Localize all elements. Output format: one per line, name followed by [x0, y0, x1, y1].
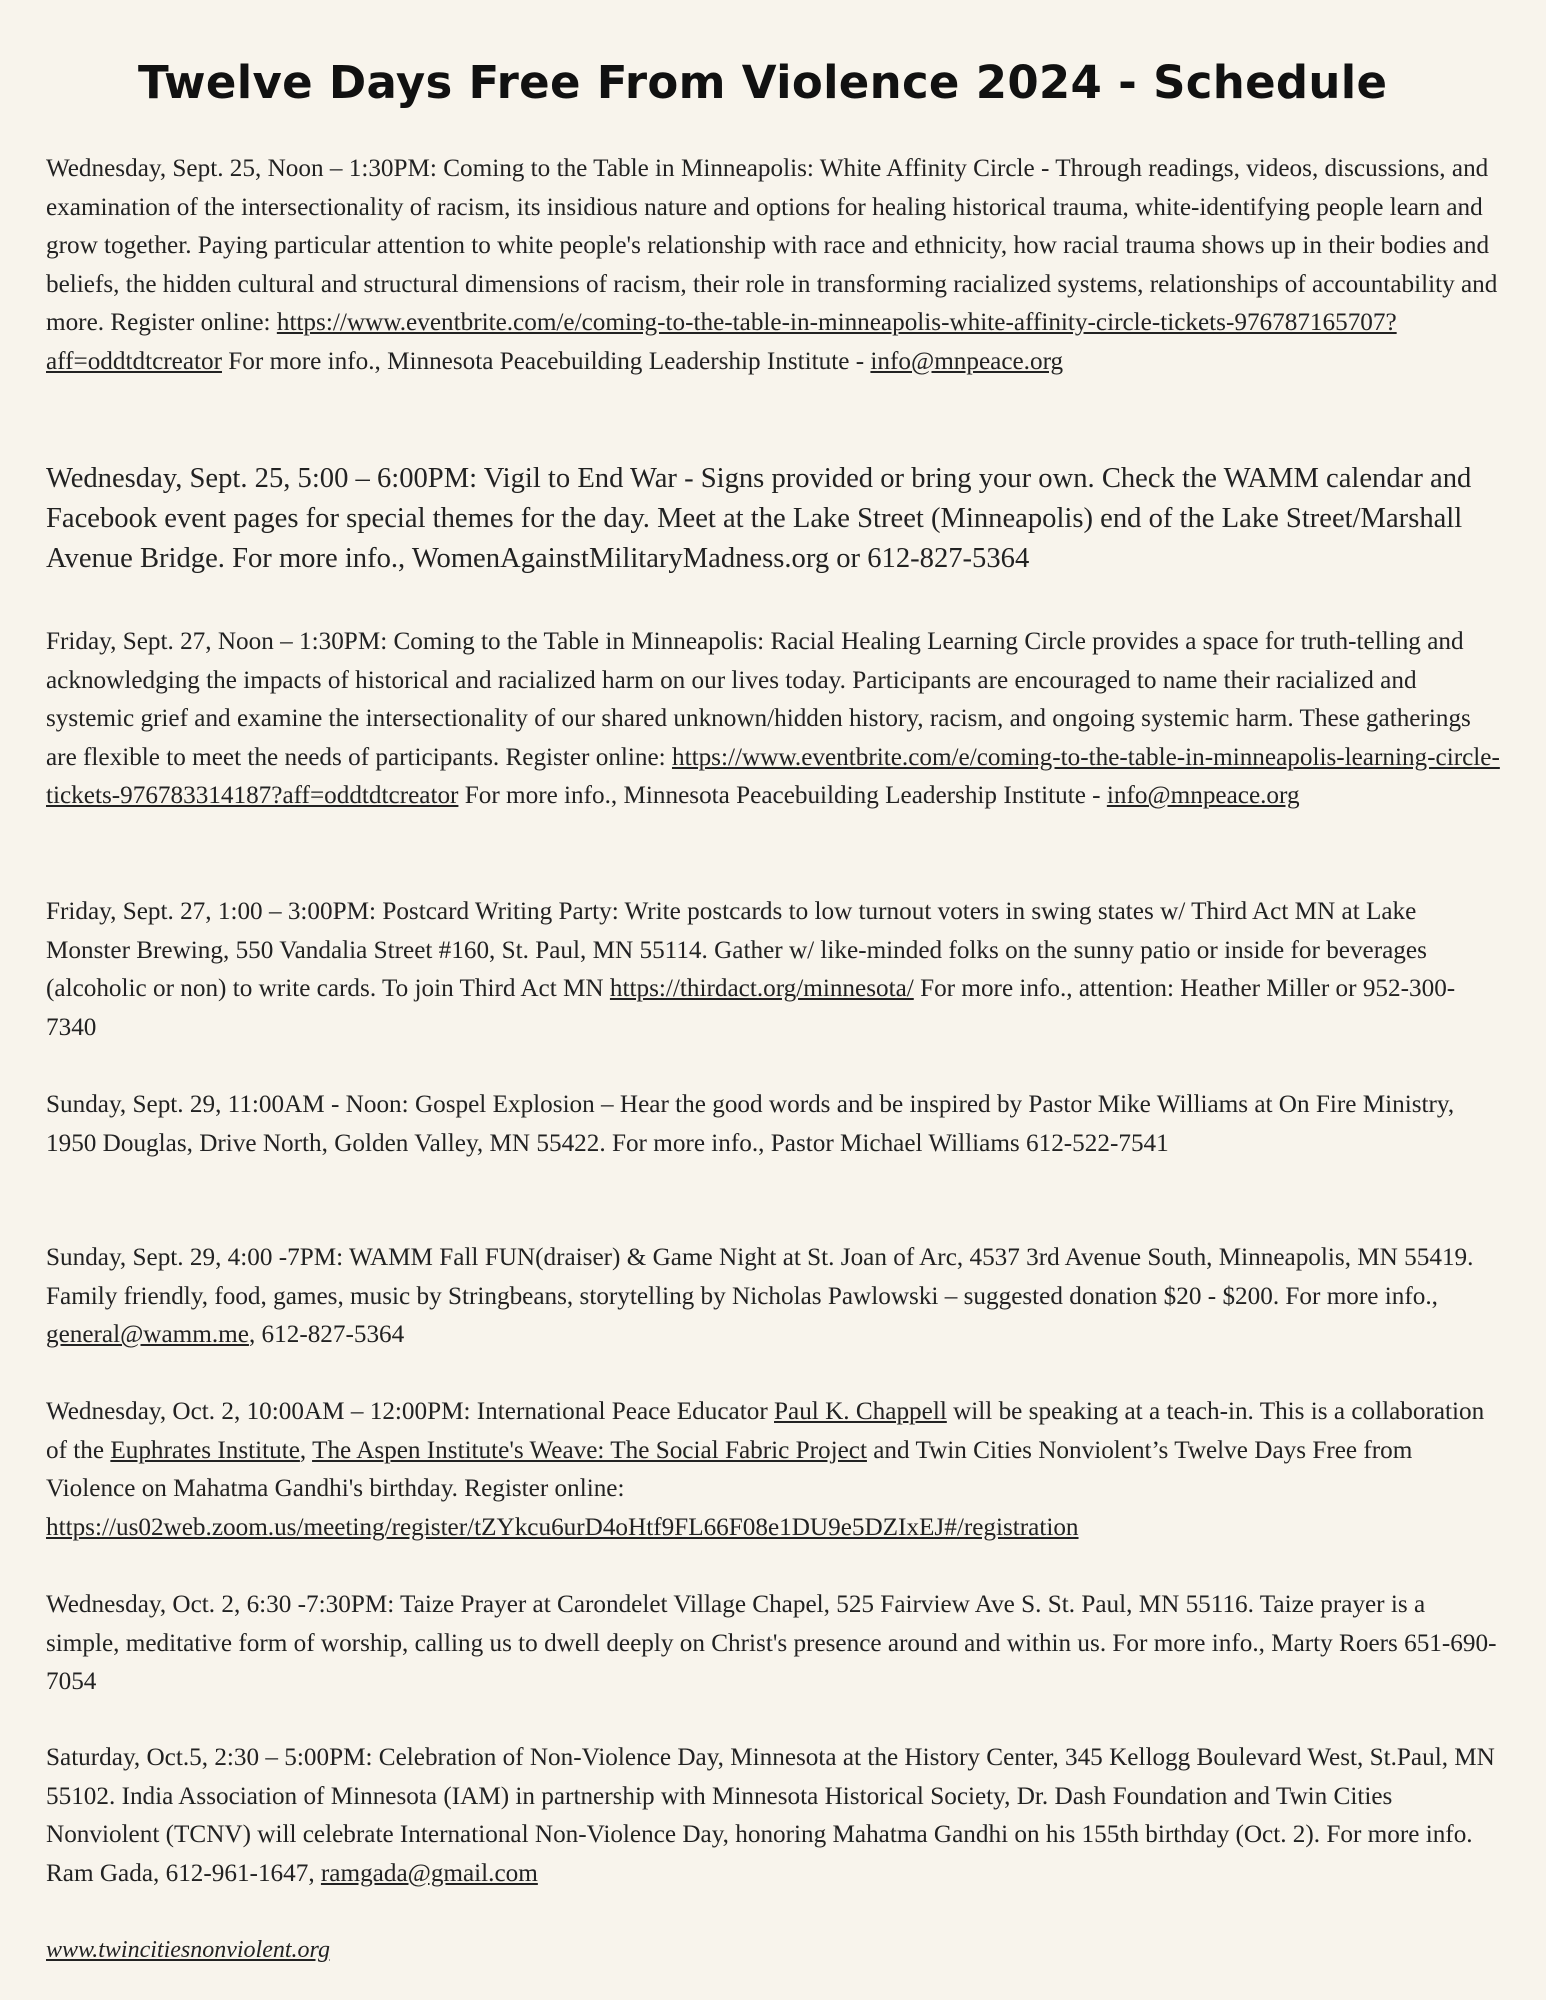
footer-website-link[interactable]: www.twincitiesnonviolent.org: [46, 1937, 330, 1963]
aspen-weave-link[interactable]: The Aspen Institute's Weave: The Social Fabric Project: [312, 1436, 867, 1464]
event-email-link[interactable]: info@mnpeace.org: [1106, 782, 1300, 809]
event-email-link[interactable]: info@mnpeace.org: [870, 347, 1064, 375]
event-item: Saturday, Oct.5, 2:30 – 5:00PM: Celebration of Non-Violence Day, Minnesota at the History Center, 345 Kellogg Boulevard West, St.Paul, MN 55102. India Association of Minnesota (IAM) in partnership with Minnesota Historical Society, Dr. Dash Foundation and Twin Cities Nonviolent (TCNV) will celebrate International Non-Violence Day, honoring Mahatma Gandhi on his 155th birthday (Oct. 2). For more info. Ram Gada, 612-961-1647, ramgada@gmail.com: [46, 1744, 1495, 1887]
event-item: Sunday, Sept. 29, 11:00AM - Noon: Gospel Explosion – Hear the good words and be inspired by Pastor Mike Williams at On Fire Ministry, 1950 Douglas, Drive North, Golden Valley, MN 55422. For more info., Pastor Michael Williams 612-522-7541: [46, 1091, 1455, 1157]
event-register-link[interactable]: https://us02web.zoom.us/meeting/register/tZYkcu6urD4oHtf9FL66F08e1DU9e5DZIxEJ#/registration: [46, 1513, 1079, 1541]
event-website-link[interactable]: https://thirdact.org/minnesota/: [609, 975, 914, 1002]
event-item: Friday, Sept. 27, 1:00 – 3:00PM: Postcard Writing Party: Write postcards to low turnout voters in swing states w/ Third Act MN at Lake Monster Brewing, 550 Vandalia Street #160, St. Paul, MN 55114. Gather w/ like-minded folks on the sunny patio or inside for beverages (alcoholic or non) to write cards. To join Third Act MN https://thirdact.org/minnesota/ For more info., attention: Heather Miller or 952-300-7340: [46, 898, 1456, 1041]
event-item: Wednesday, Sept. 25, 5:00 – 6:00PM: Vigil to End War - Signs provided or bring your own. Check the WAMM calendar and Facebook event pages for special themes for the day. Meet at the Lake Street (Minneapolis) end of the Lake Street/Marshall Avenue Bridge. For more info., WomenAgainstMilitaryMadness.org or 612-827-5364: [46, 463, 1472, 574]
event-item: Wednesday, Sept. 25, Noon – 1:30PM: Coming to the Table in Minneapolis: White Affinity Circle - Through readings, videos, discussions, and examination of the intersectionality of racism, its insidious nature and options for healing historical trauma, white-identifying people learn and grow together. Paying particular attention to white people's relationship with race and ethnicity, how racial trauma shows up in their bodies and beliefs, the hidden cultural and structural dimensions of racism, their role in transforming racialized systems, relationships of accountability and more. Register online: https://www.eventbrite.com/e/coming-to-the-table-in-minneapolis-white-affinity-circle-tickets-976787165707?aff=oddtdtcreator For more info., Minnesota Peacebuilding Leadership Institute - info@mnpeace.org: [46, 155, 1498, 375]
event-item: Sunday, Sept. 29, 4:00 -7PM: WAMM Fall FUN(draiser) & Game Night at St. Joan of Arc, 4537 3rd Avenue South, Minneapolis, MN 55419. Family friendly, food, games, music by Stringbeans, storytelling by Nicholas Pawlowski – suggested donation $20 - $200. For more info., general@wamm.me, 612-827-5364: [46, 1244, 1474, 1348]
event-email-link[interactable]: general@wamm.me: [46, 1321, 249, 1348]
page-title: Twelve Days Free From Violence 2024 - Schedule: [138, 56, 1388, 109]
event-item: Wednesday, Oct. 2, 10:00AM – 12:00PM: International Peace Educator Paul K. Chappell will be speaking at a teach-in. This is a collaboration of the Euphrates Institute, The Aspen Institute's Weave: The Social Fabric Project and Twin Cities Nonviolent’s Twelve Days Free from Violence on Mahatma Gandhi's birthday. Register online: https://us02web.zoom.us/meeting/register/tZYkcu6urD4oHtf9FL66F08e1DU9e5DZIxEJ#/registration: [46, 1398, 1485, 1541]
event-register-link[interactable]: https://www.eventbrite.com/e/coming-to-the-table-in-minneapolis-learning-circle-tickets-976783314187?aff=oddtdtcreator: [46, 743, 1500, 809]
euphrates-link[interactable]: Euphrates Institute: [110, 1436, 300, 1464]
event-email-link[interactable]: ramgada@gmail.com: [320, 1859, 538, 1887]
event-register-link[interactable]: https://www.eventbrite.com/e/coming-to-the-table-in-minneapolis-white-affinity-circle-tickets-976787165707?aff=oddtdtcreator: [46, 309, 1397, 375]
event-item: Wednesday, Oct. 2, 6:30 -7:30PM: Taize Prayer at Carondelet Village Chapel, 525 Fairview Ave S. St. Paul, MN 55116. Taize prayer is a simple, meditative form of worship, calling us to dwell deeply on Christ's presence around and within us. For more info., Marty Roers 651-690-7054: [46, 1591, 1497, 1695]
event-item: Friday, Sept. 27, Noon – 1:30PM: Coming to the Table in Minneapolis: Racial Healing Learning Circle provides a space for truth-telling and acknowledging the impacts of historical and racialized harm on our lives today. Participants are encouraged to name their racialized and systemic grief and examine the intersectionality of our shared unknown/hidden history, racism, and ongoing systemic harm. These gatherings are flexible to meet the needs of participants. Register online: https://www.eventbrite.com/e/coming-to-the-table-in-minneapolis-learning-circle-tickets-976783314187?aff=oddtdtcreator For more info., Minnesota Peacebuilding Leadership Institute - info@mnpeace.org: [46, 628, 1500, 809]
speaker-link[interactable]: Paul K. Chappell: [774, 1398, 947, 1425]
